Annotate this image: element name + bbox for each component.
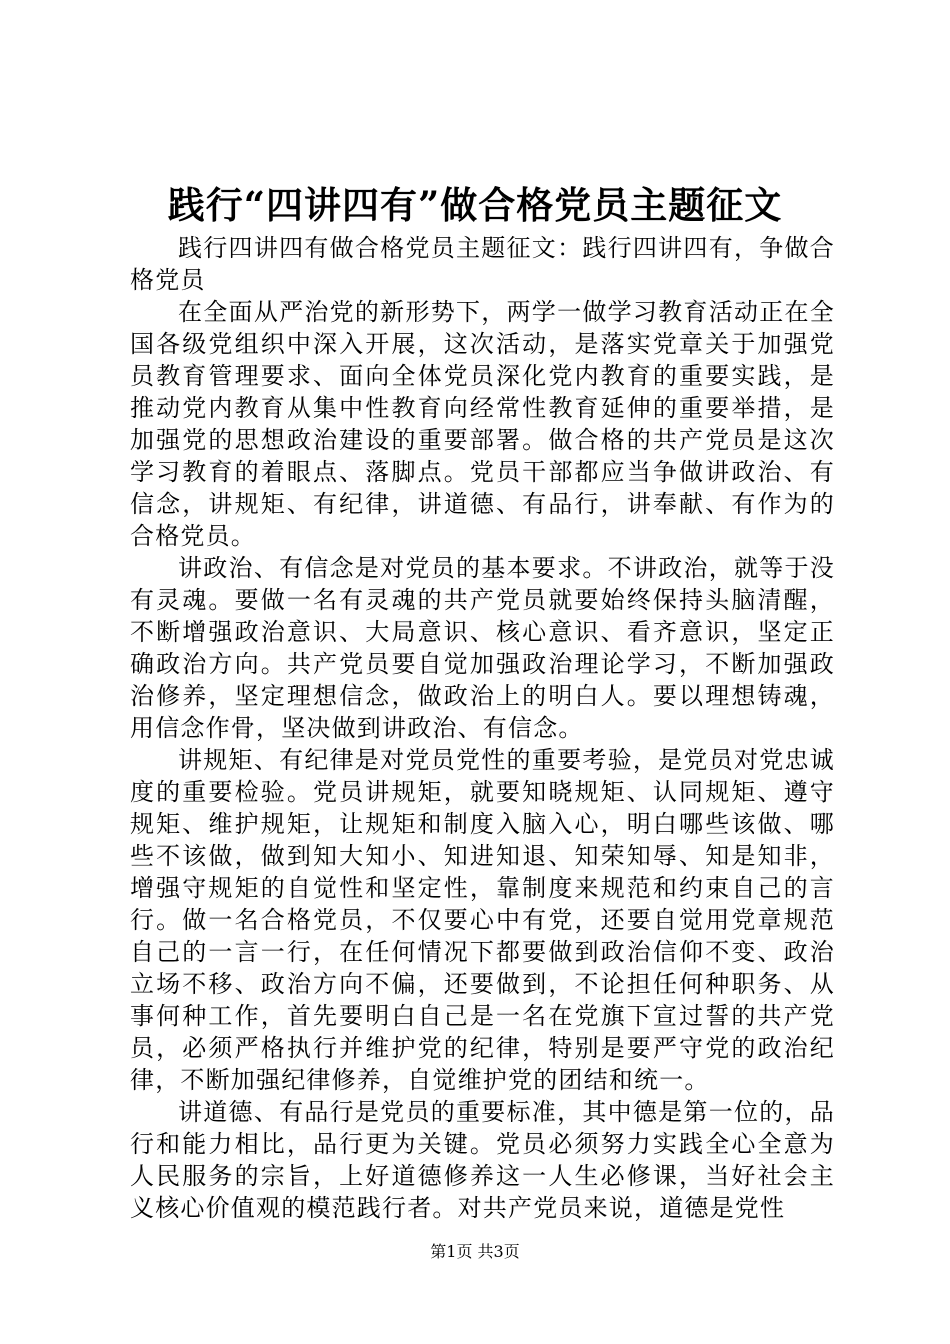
paragraph-5: 讲道德、有品行是党员的重要标准，其中德是第一位的，品行和能力相比，品行更为关键。党员必须努力实践全心全意为人民服务的宗旨，上好道德修养这一人生必修课，当好社会主义核心价值观的模范践行者。对共产党员来说，道德是党性 (130, 1098, 835, 1222)
document-body (130, 232, 835, 1224)
paragraph-4: 讲规矩、有纪律是对党员党性的重要考验，是党员对党忠诚度的重要检验。党员讲规矩，就要知晓规矩、认同规矩、遵守规矩、维护规矩，让规矩和制度入脑入心，明白哪些该做、哪些不该做，做到知大知小、知进知退、知荣知辱、知是知非，增强守规矩的自觉性和坚定性，靠制度来规范和约束自己的言行。做一名合格党员，不仅要心中有党，还要自觉用党章规范自己的一言一行，在任何情况下都要做到政治信仰不变、政治立场不移、政治方向不偏，还要做到，不论担任何种职务、从事何种工作，首先要明白自己是一名在党旗下宣过誓的共产党员，必须严格执行并维护党的纪律，特别是要严守党的政治纪律，不断加强纪律修养，自觉维护党的团结和统一。 (130, 746, 835, 1094)
document-title: 践行“四讲四有”做合格党员主题征文 (167, 183, 783, 227)
paragraph-2: 在全面从严治党的新形势下，两学一做学习教育活动正在全国各级党组织中深入开展，这次活动，是落实党章关于加强党员教育管理要求、面向全体党员深化党内教育的重要实践，是推动党内教育从集中性教育向经常性教育延伸的重要举措，是加强党的思想政治建设的重要部署。做合格的共产党员是这次学习教育的着眼点、落脚点。党员干部都应当争做讲政治、有信念，讲规矩、有纪律，讲道德、有品行，讲奉献、有作为的合格党员。 (130, 298, 835, 550)
paragraph-3: 讲政治、有信念是对党员的基本要求。不讲政治，就等于没有灵魂。要做一名有灵魂的共产党员就要始终保持头脑清醒，不断增强政治意识、大局意识、核心意识、看齐意识，坚定正确政治方向。共产党员要自觉加强政治理论学习，不断加强政治修养，坚定理想信念，做政治上的明白人。要以理想铸魂，用信念作骨，坚决做到讲政治、有信念。 (130, 554, 835, 742)
paragraph-1: 践行四讲四有做合格党员主题征文：践行四讲四有，争做合格党员 (130, 234, 835, 294)
page-footer: 第1页 共3页 (430, 1242, 520, 1261)
